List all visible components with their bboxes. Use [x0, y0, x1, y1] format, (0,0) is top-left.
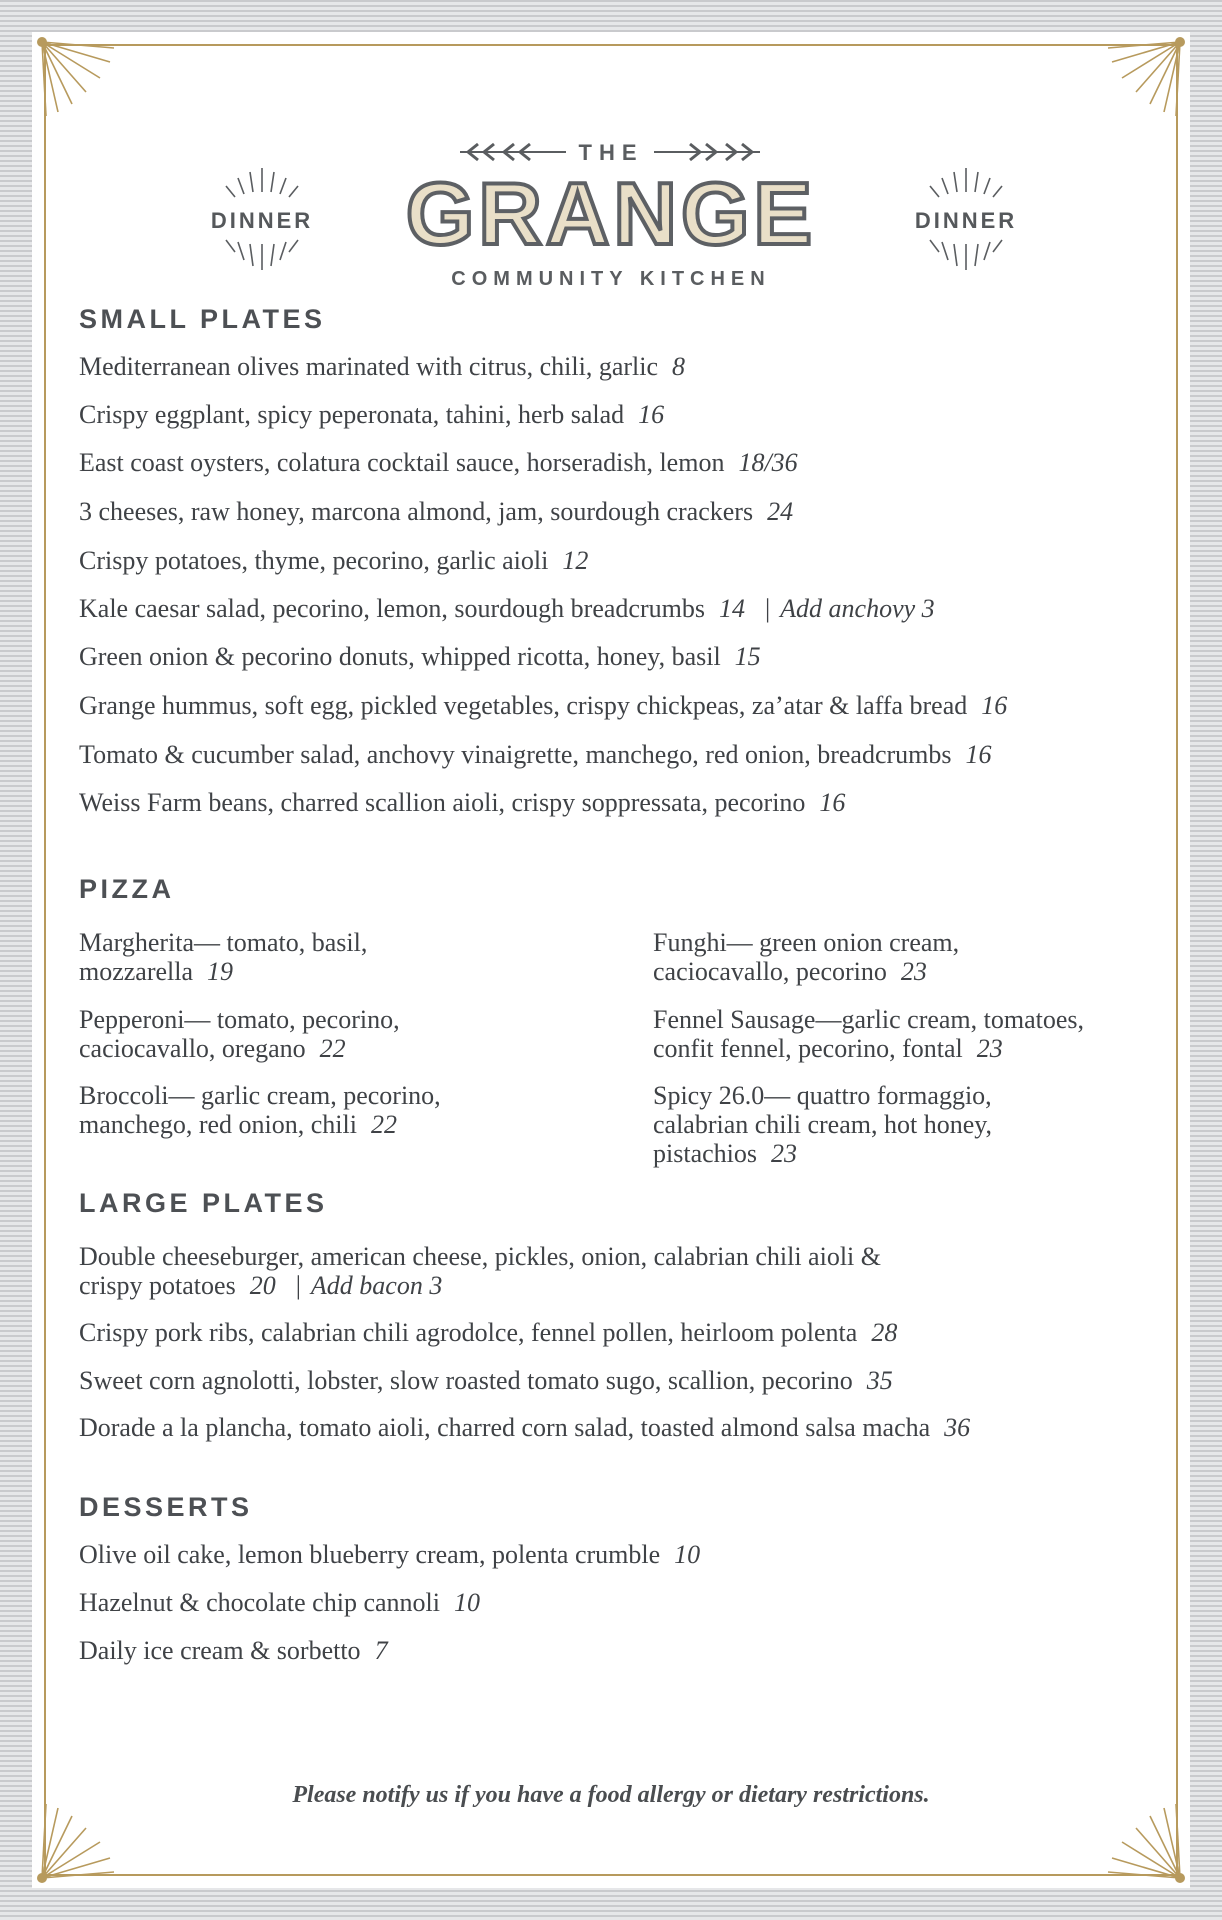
item-line: Pepperoni— tomato, pecorino,: [79, 1005, 400, 1034]
item-line: calabrian chili cream, hot honey,: [653, 1110, 993, 1139]
dinner-label: DINNER: [914, 208, 1018, 233]
menu-item: [79, 642, 761, 672]
logo-subtitle: COMMUNITY KITCHEN: [451, 268, 771, 290]
section-title-desserts: DESSERTS: [79, 1492, 253, 1522]
item-name: Crispy potatoes, thyme, pecorino, garlic aioli: [79, 546, 549, 575]
section-title-small-plates: SMALL PLATES: [79, 304, 326, 334]
item-price: 28: [871, 1318, 898, 1347]
item-price: 35: [866, 1366, 893, 1395]
item-name: Hazelnut & chocolate chip cannoli: [79, 1588, 440, 1617]
pizza-item: [653, 1005, 1173, 1063]
item-price: 7: [374, 1636, 388, 1665]
item-name: Mediterranean olives marinated with citrus, chili, garlic: [79, 352, 659, 381]
menu-item: [79, 1540, 700, 1570]
item-line: Fennel Sausage—garlic cream, tomatoes,: [653, 1005, 1085, 1034]
pizza-item: [653, 1081, 1173, 1168]
item-name: Crispy pork ribs, calabrian chili agrodolce, fennel pollen, heirloom polenta: [79, 1318, 858, 1347]
item-price: 23: [771, 1139, 797, 1168]
item-price: 22: [319, 1034, 346, 1063]
menu-card: [32, 32, 1190, 1888]
item-price: 14: [718, 594, 745, 623]
item-price: 16: [981, 691, 1008, 720]
item-line: Spicy 26.0— quattro formaggio,: [653, 1081, 992, 1110]
item-price: 36: [944, 1413, 971, 1442]
allergy-note: Please notify us if you have a food allergy or dietary restrictions.: [292, 1782, 930, 1808]
item-name: Tomato & cucumber salad, anchovy vinaigrette, manchego, red onion, breadcrumbs: [79, 740, 952, 769]
menu-item: [79, 1318, 897, 1348]
item-line: Double cheeseburger, american cheese, pickles, onion, calabrian chili aioli &: [79, 1242, 881, 1271]
item-name: Crispy eggplant, spicy peperonata, tahini, herb salad: [79, 400, 625, 429]
menu-item: [79, 1636, 388, 1666]
dinner-badge-right: [896, 160, 1036, 280]
item-line: confit fennel, pecorino, fontal: [653, 1034, 963, 1063]
item-line: crispy potatoes: [79, 1271, 236, 1300]
separator: |: [295, 1271, 301, 1300]
item-line: caciocavallo, pecorino: [653, 957, 887, 986]
item-name: 3 cheeses, raw honey, marcona almond, jam, sourdough crackers: [79, 497, 754, 526]
section-title-pizza: PIZZA: [79, 874, 175, 904]
item-line: Funghi— green onion cream,: [653, 928, 960, 957]
menu-item: [79, 740, 992, 770]
menu-item: [79, 594, 935, 624]
item-name: Daily ice cream & sorbetto: [79, 1636, 361, 1665]
item-name: Green onion & pecorino donuts, whipped ricotta, honey, basil: [79, 642, 721, 671]
menu-item: [79, 1588, 480, 1618]
item-addon: Add anchovy 3: [780, 594, 935, 623]
logo-the: THE: [578, 140, 644, 165]
item-line: mozzarella: [79, 957, 194, 986]
item-price: 16: [965, 740, 992, 769]
menu-item: [79, 1366, 893, 1396]
menu-item: [79, 400, 664, 430]
item-price: 10: [674, 1540, 701, 1569]
menu-item: [79, 497, 793, 527]
separator: |: [764, 594, 771, 623]
item-price: 23: [976, 1034, 1003, 1063]
logo-wordmark: GRANGE: [405, 164, 817, 263]
menu-item: [79, 448, 798, 478]
menu-item: [79, 1413, 970, 1443]
menu-item: [79, 788, 845, 818]
item-price: 20: [249, 1271, 276, 1300]
item-price: 10: [453, 1588, 480, 1617]
item-price: 15: [734, 642, 761, 671]
item-price: 22: [370, 1110, 397, 1139]
item-name: Grange hummus, soft egg, pickled vegetables, crispy chickpeas, za’atar & laffa bread: [79, 691, 968, 720]
item-line: pistachios: [653, 1139, 757, 1168]
dinner-label: DINNER: [210, 208, 314, 233]
item-name: Olive oil cake, lemon blueberry cream, polenta crumble: [79, 1540, 661, 1569]
item-price: 8: [672, 352, 686, 381]
pizza-item: [653, 928, 1173, 986]
item-line: Margherita— tomato, basil,: [79, 928, 368, 957]
item-price: 18/36: [738, 448, 798, 477]
menu-header: [32, 102, 1190, 302]
pizza-item: [79, 1005, 599, 1063]
section-title-large-plates: LARGE PLATES: [79, 1188, 328, 1218]
item-name: Sweet corn agnolotti, lobster, slow roasted tomato sugo, scallion, pecorino: [79, 1366, 853, 1395]
item-line: Broccoli— garlic cream, pecorino,: [79, 1081, 441, 1110]
item-addon: Add bacon 3: [310, 1271, 443, 1300]
dinner-badge-left: [192, 160, 332, 280]
pizza-item: [79, 928, 599, 986]
item-price: 16: [819, 788, 846, 817]
item-line: caciocavallo, oregano: [79, 1034, 306, 1063]
item-price: 16: [638, 400, 665, 429]
pizza-item: [79, 1081, 599, 1139]
item-name: East coast oysters, colatura cocktail sauce, horseradish, lemon: [79, 448, 725, 477]
item-name: Weiss Farm beans, charred scallion aioli, crispy soppressata, pecorino: [79, 788, 806, 817]
menu-item: [79, 352, 685, 382]
item-name: Kale caesar salad, pecorino, lemon, sourdough breadcrumbs: [79, 594, 705, 623]
item-price: 19: [207, 957, 234, 986]
item-price: 23: [900, 957, 927, 986]
item-name: Dorade a la plancha, tomato aioli, charred corn salad, toasted almond salsa macha: [79, 1413, 931, 1442]
item-price: 12: [562, 546, 589, 575]
menu-item: [79, 691, 1007, 721]
item-line: manchego, red onion, chili: [79, 1110, 357, 1139]
menu-item: [79, 1242, 1139, 1300]
menu-item: [79, 546, 588, 576]
item-price: 24: [767, 497, 794, 526]
